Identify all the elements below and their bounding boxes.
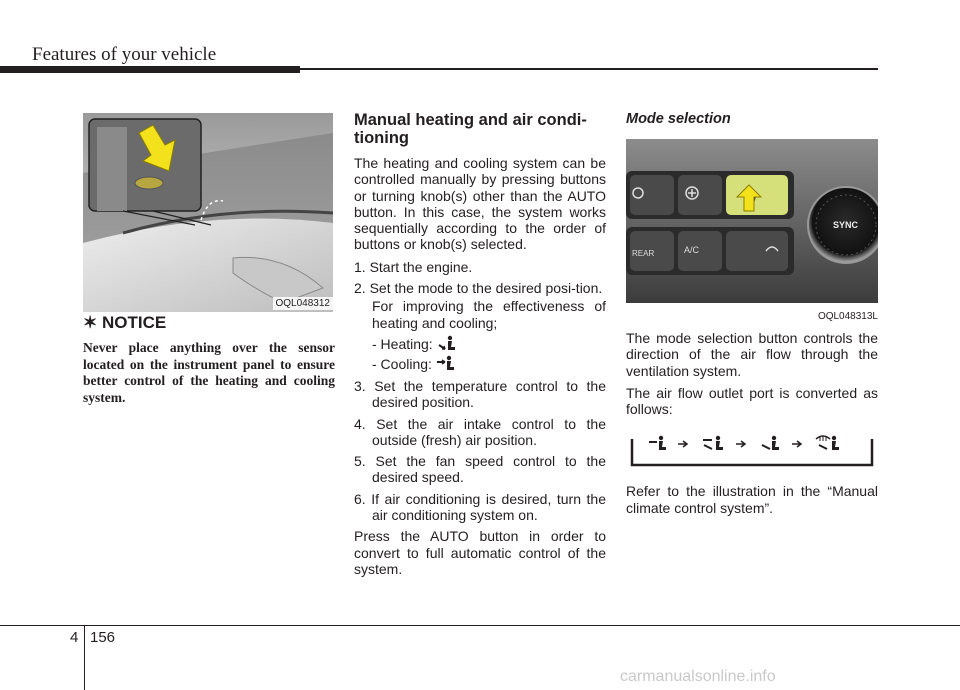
step-6: 6. If air conditioning is desired, turn the air conditioning system on. xyxy=(354,490,606,524)
arrow-icon xyxy=(736,441,745,447)
floor-mode-icon xyxy=(437,335,459,353)
figure-code: OQL048312 xyxy=(273,297,334,310)
manual-heating-section xyxy=(354,111,606,583)
mode-sequence-icons xyxy=(626,429,878,469)
bi-level-mode-icon xyxy=(703,436,723,450)
footer-rule xyxy=(0,625,960,626)
figure-code: OQL048313L xyxy=(817,311,878,322)
footer-divider xyxy=(84,625,85,690)
intro-paragraph: The heating and cooling system can be controlled manually by pressing buttons or turning knob(s) other than the AUTO button. In this case, the system works sequentially according to the order of buttons or knob(s) selected. xyxy=(354,155,606,253)
cooling-mode-line xyxy=(372,355,606,373)
floor-defrost-mode-icon xyxy=(816,436,839,450)
step-2: 2. Set the mode to the desired posi-tion. xyxy=(354,280,603,297)
watermark: carmanualsonline.info xyxy=(620,668,776,685)
notice-title: ✶ NOTICE xyxy=(83,313,167,332)
heating-label: - Heating: xyxy=(372,335,433,352)
windshield-sensor-illustration xyxy=(83,113,333,312)
page-number: 156 xyxy=(90,629,116,646)
mode-paragraph-2: The air flow outlet port is converted as follows: xyxy=(626,384,878,418)
step-1: 1. Start the engine. xyxy=(354,258,473,275)
climate-panel-photo xyxy=(626,139,878,303)
step-3: 3. Set the temperature control to the desired position. xyxy=(354,377,606,411)
cooling-label: - Cooling: xyxy=(372,355,432,372)
arrow-icon xyxy=(678,441,687,447)
step-5: 5. Set the fan speed control to the desired speed. xyxy=(354,453,606,486)
sensor-photo xyxy=(83,113,333,312)
ac-label: A/C xyxy=(684,245,700,255)
section-heading: Manual heating and air condi-tioning xyxy=(354,111,587,147)
sync-label: SYNC xyxy=(833,220,859,230)
face-mode-icon xyxy=(649,436,666,450)
notice-body: Never place anything over the sensor located on the instrument panel to ensure better control of the heating and cooling system. xyxy=(83,340,335,405)
rear-label: REAR xyxy=(632,249,655,258)
floor-mode-icon xyxy=(762,436,779,450)
running-header: Features of your vehicle xyxy=(32,44,217,65)
step-2-note: For improving the effectiveness of heating and cooling; xyxy=(372,298,606,331)
heating-mode-line xyxy=(372,335,606,353)
mode-paragraph-1: The mode selection button controls the direction of the air flow through the ventilation system. xyxy=(626,330,878,379)
chapter-number: 4 xyxy=(70,629,79,646)
arrow-icon xyxy=(792,441,801,447)
mode-selection-section xyxy=(626,111,878,522)
step-4: 4. Set the air intake control to the outside (fresh) air position. xyxy=(354,415,606,448)
face-mode-icon xyxy=(436,355,458,373)
header-rule xyxy=(0,68,878,70)
mode-sequence-diagram xyxy=(626,429,878,469)
closing-paragraph: Press the AUTO button in order to convert to full automatic control of the system. xyxy=(354,528,606,577)
mode-selection-heading: Mode selection xyxy=(626,111,731,127)
mode-paragraph-3: Refer to the illustration in the “Manual climate control system”. xyxy=(626,483,878,516)
